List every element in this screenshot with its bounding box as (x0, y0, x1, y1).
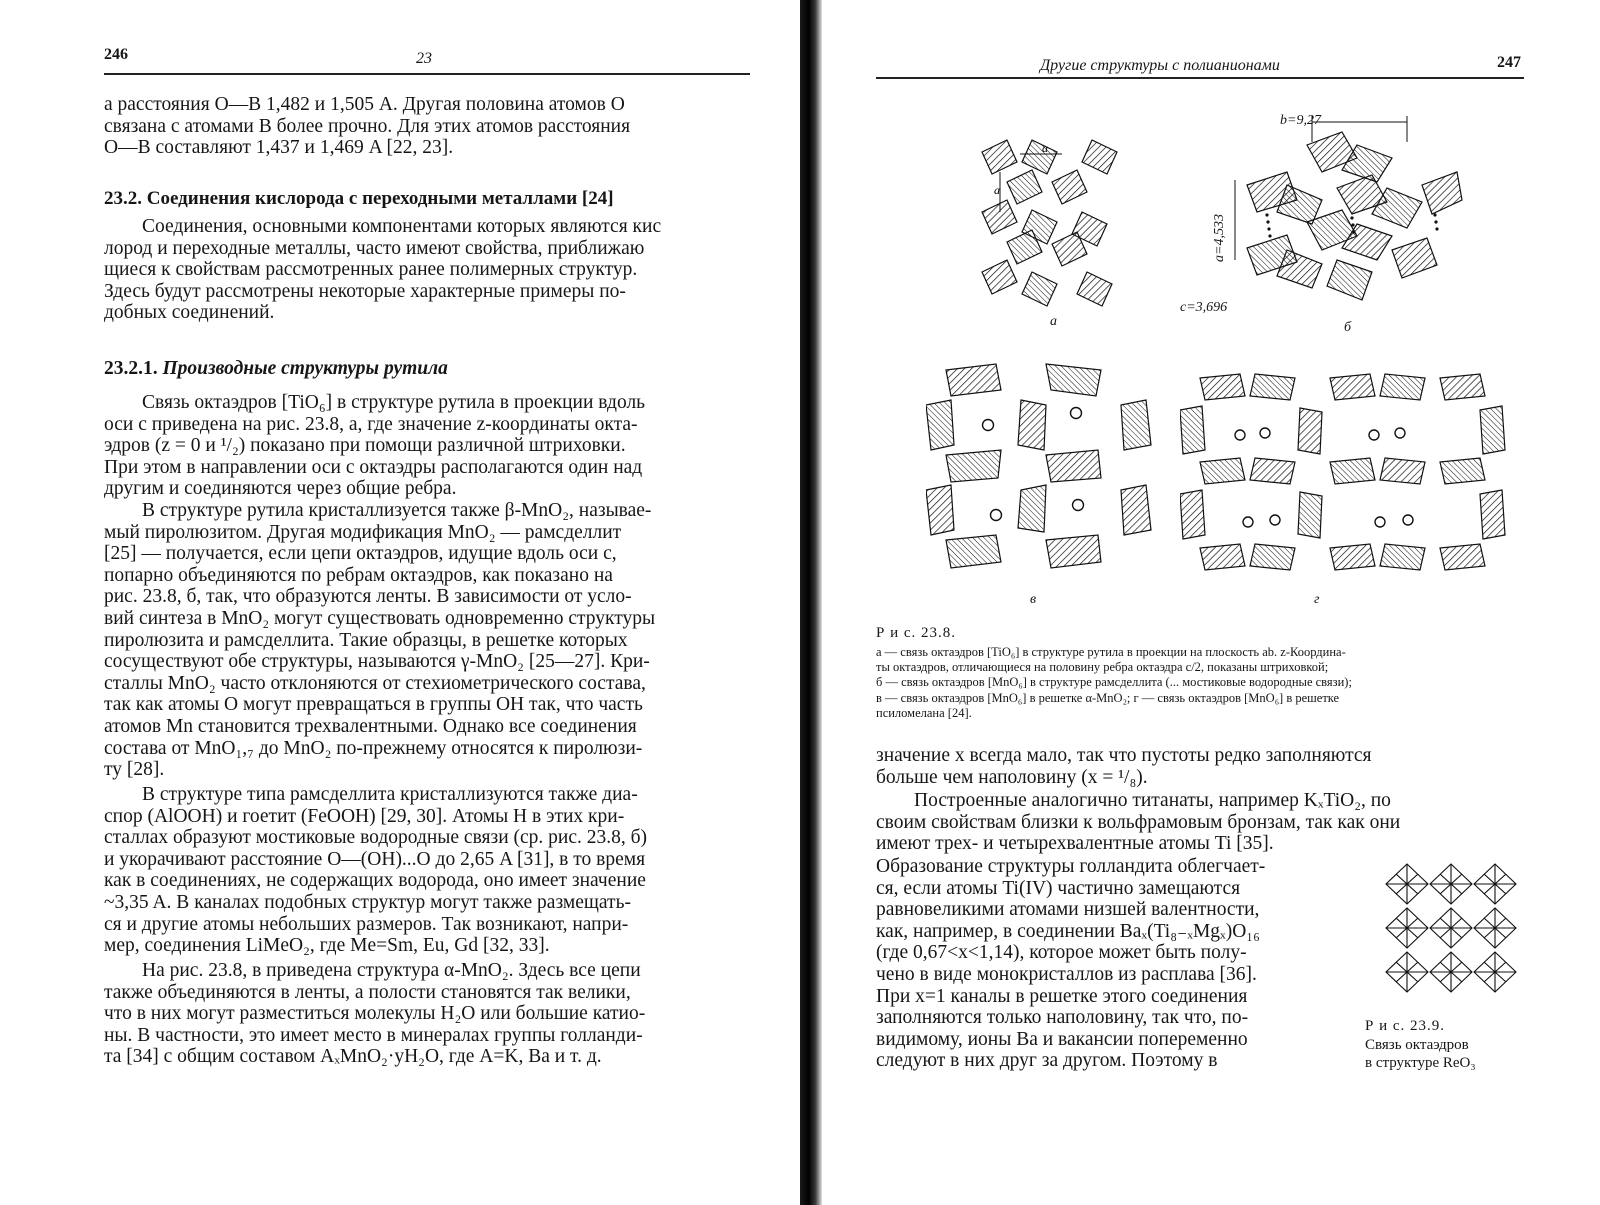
reo3-octahedra-diagram (1384, 862, 1522, 994)
page-number-right: 247 (1497, 54, 1521, 71)
svg-text:a: a (994, 183, 1000, 197)
fig-label-g: г (1314, 592, 1320, 607)
dim-b-label: b=9,27 (1280, 113, 1321, 128)
paragraph-ramsdellite: В структуре типа рамсделлита кристаллизуются также диа- спор (AlOOH) и гоетит (FeOOH) [29, 30]. Атомы H в этих кри- сталлах образуют мостиковые водородные связи (ср. рис. 23.8, б) и укорачивают расстояние O—(OH)...O до 2,65 A [31], в то время как в соединениях, не содержащих водорода, оно имеет значение ~3,35 A. В каналах подобных структур могут также размещать- ся и другие атомы небольших размеров. Так возникают, напри- мер, соединения LiMeO₂, где Me=Sm, Eu, Gd [32, 33]. (104, 784, 648, 957)
rutile-octahedra-diagram (972, 132, 1152, 312)
dim-a-label: a=4,533 (1212, 214, 1227, 262)
fig-label-v: в (1030, 592, 1037, 607)
figure-23-8-a (972, 132, 1152, 312)
running-head-left: 23 (416, 50, 432, 67)
paragraph-hollandite: Образование структуры голландита облегчает- ся, если атомы Ti(IV) частично замещаются равновеликими атомами низшей валентности, как, например, в соединении Baₓ(Ti₈₋ₓMgₓ)O₁₆ (где 0,67<x<1,14), которое может быть полу- чено в виде монокристаллов из расплава [36]. При x=1 каналы в решетке этого соединения заполняются только наполовину, так что, по- видимому, ионы Ba и вакансии попеременно следуют в них друг за другом. Поэтому в (876, 856, 1266, 1072)
figure-23-8-title: Р и с. 23.8. (876, 625, 957, 641)
header-rule-right (876, 77, 1524, 79)
paragraph-alpha-mno2: На рис. 23.8, в приведена структура α-MnO₂. Здесь все цепи также объединяются в ленты, а полости становятся так велики, что в них могут разместиться молекулы H₂O или большие катио- ны. В частности, это имеет место в минералах группы голланди- та [34] с общим составом AₓMnO₂·yH₂O, где A=K, Ba и т. д. (104, 960, 646, 1068)
fig-label-b: б (1344, 320, 1352, 335)
paragraph-rutile: Связь октаэдров [TiO₆] в структуре рутила в проекции вдоль оси c приведена на рис. 23.8, a, где значение z-координаты окта- эдров (z = 0 и ¹/₂) показано при помощи различной штриховки. При этом в направлении оси c октаэдры располагаются один над другим и соединяются через общие ребра. (104, 392, 646, 500)
figure-23-9 (1384, 862, 1522, 994)
intro-paragraph: а расстояния O—B 1,482 и 1,505 A. Другая половина атомов O связана с атомами B более прочно. Для этих атомов расстояния O—B составляют 1,437 и 1,469 A [22, 23]. (104, 94, 631, 159)
alpha-mno2-octahedra-diagram (926, 350, 1156, 586)
figure-23-8-b (1207, 110, 1467, 310)
figure-23-8-v (926, 350, 1156, 586)
section-paragraph: Соединения, основными компонентами которых являются кис лород и переходные металлы, часто имеют свойства, приближаю щиеся к свойствам рассмотренных ранее полимерных структур. Здесь будут рассмотрены некоторые характерные примеры по- добных соединений. (104, 216, 662, 324)
running-head-right: Другие структуры с полианионами (1040, 57, 1280, 74)
paragraph-titanates: Построенные аналогично титанаты, например KₓTiO₂, по своим свойствам близки к вольфрамовым бронзам, так как они имеют трех- и четырехвалентные атомы Ti [35]. (876, 790, 1401, 855)
fig-label-a: a (1050, 314, 1057, 329)
page-number-left: 246 (104, 46, 128, 63)
figure-23-9-caption: Связь октаэдров в структуре ReO₃ (1365, 1037, 1476, 1071)
ramsdellite-octahedra-diagram (1207, 110, 1467, 310)
figure-23-9-title: Р и с. 23.9. (1365, 1018, 1446, 1034)
subsection-title: 23.2.1. Производные структуры рутила (104, 358, 448, 379)
header-rule (104, 73, 750, 75)
dim-c-label: c=3,696 (1180, 300, 1228, 315)
svg-text:a: a (1042, 141, 1048, 155)
figure-23-8-g (1180, 370, 1525, 585)
book-spine (800, 0, 822, 1205)
section-title: 23.2. Соединения кислорода с переходными металлами [24] (104, 188, 614, 209)
paragraph-mno2: В структуре рутила кристаллизуется также β-MnO₂, называе- мый пиролюзитом. Другая модификация MnO₂ — рамсделлит [25] — получается, если цепи октаэдров, идущие вдоль оси c, попарно объединяются по ребрам октаэдров, как показано на рис. 23.8, б, так, что образуются ленты. В зависимости от усло- вий синтеза в MnO₂ могут существовать одновременно структуры пиролюзита и рамсделлита. Такие образцы, в решетке которых сосуществуют обе структуры, называются γ-MnO₂ [25—27]. Кри- сталлы MnO₂ часто отклоняются от стехиометрического состава, так как атомы O могут превращаться в группы OH так, что часть атомов Mn становится трехвалентными. Однако все соединения состава от MnO₁,₇ до MnO₂ по-прежнему относятся к пиролюзи- ту [28]. (104, 500, 656, 781)
right-page (822, 0, 1600, 1205)
psilomelane-octahedra-diagram (1180, 370, 1525, 585)
figure-23-8-caption: a — связь октаэдров [TiO₆] в структуре рутила в проекции на плоскость ab. z-Координа- ты октаэдров, отличающиеся на половину ребра октаэдра c/2, показаны штриховкой; б — связь октаэдров [MnO₆] в структуре рамсделлита (... мостиковые водородные связи); в — связь октаэдров [MnO₆] в решетке α-MnO₂; г — связь октаэдров [MnO₆] в решетке псиломелана [24]. (876, 645, 1352, 720)
paragraph-continued: значение x всегда мало, так что пустоты редко заполняются больше чем наполовину (x = ¹/₈). (876, 745, 1372, 788)
